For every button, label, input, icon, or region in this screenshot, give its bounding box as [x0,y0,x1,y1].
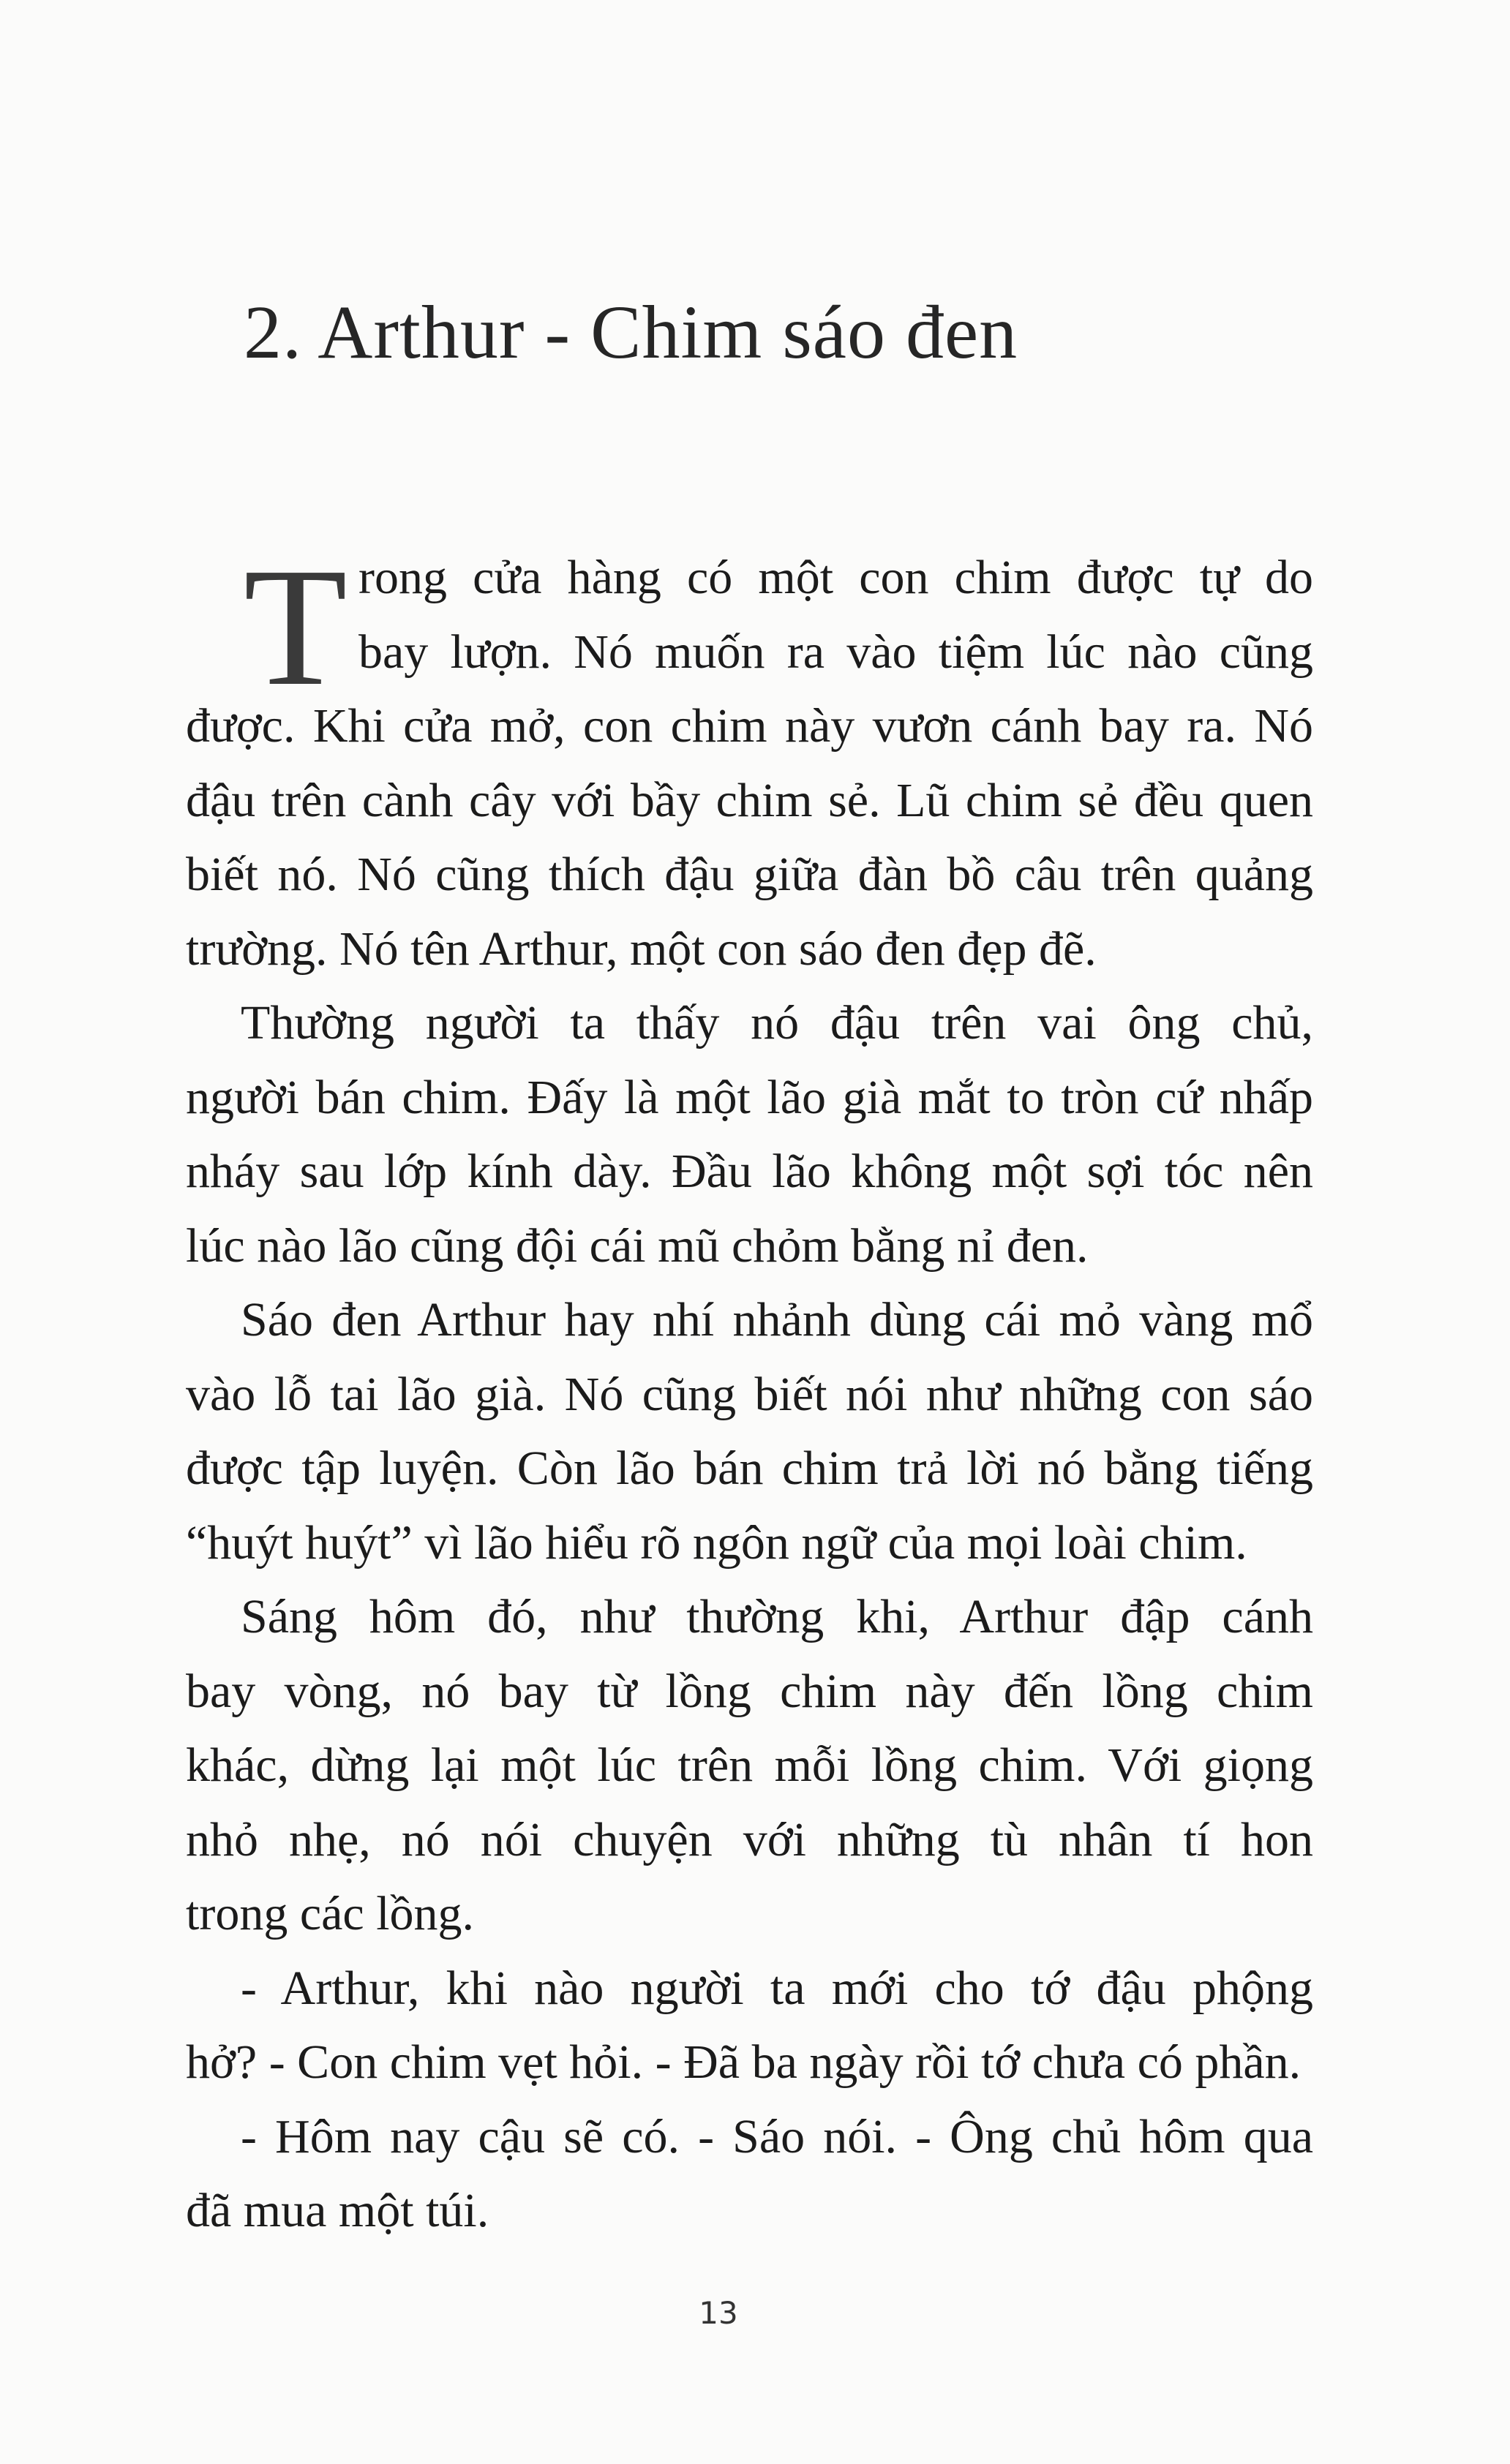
text-line: người bán chim. Đấy là một lão già mắt to tròn cứ nhấp [186,1070,1313,1124]
text-line: rong cửa hàng có một con chim được tự do [358,551,1313,604]
text-line: Thường người ta thấy nó đậu trên vai ông chủ, [241,996,1313,1050]
text-line: - Hôm nay cậu sẽ có. - Sáo nói. - Ông chủ hôm qua [241,2109,1313,2163]
paragraph [186,1951,1313,2100]
body-text [186,533,1313,2248]
text-line: lúc nào lão cũng đội cái mũ chỏm bằng nỉ đen. [186,1218,1089,1273]
text-line: được tập luyện. Còn lão bán chim trả lời nó bằng tiếng [186,1442,1313,1495]
page-number: 13 [699,2295,738,2331]
text-line: biết nó. Nó cũng thích đậu giữa đàn bồ câu trên quảng [186,848,1313,901]
text-line: hở? - Con chim vẹt hỏi. - Đã ba ngày rồi tớ chưa có phần. [186,2035,1301,2089]
text-line: Sáng hôm đó, như thường khi, Arthur đập cánh [241,1590,1313,1643]
paragraph [186,2100,1313,2248]
paragraph [186,533,1313,986]
text-line: bay lượn. Nó muốn ra vào tiệm lúc nào cũng [358,625,1313,679]
paragraph [186,1580,1313,1951]
paragraph [186,1283,1313,1580]
text-line: được. Khi cửa mở, con chim này vươn cánh bay ra. Nó [186,699,1313,753]
chapter-title: 2. Arthur - Chim sáo đen [244,290,1018,374]
text-line: nhỏ nhẹ, nó nói chuyện với những tù nhân tí hon [186,1812,1313,1866]
text-line: vào lỗ tai lão già. Nó cũng biết nói như những con sáo [186,1367,1313,1421]
text-line: khác, dừng lại một lúc trên mỗi lồng chim. Với giọng [186,1738,1313,1792]
text-line: Sáo đen Arthur hay nhí nhảnh dùng cái mỏ vàng mổ [241,1293,1313,1346]
paragraph [186,986,1313,1283]
text-line: - Arthur, khi nào người ta mới cho tớ đậu phộng [241,1961,1313,2015]
drop-cap: T [244,533,348,721]
text-line: trường. Nó tên Arthur, một con sáo đen đẹp đẽ. [186,922,1097,976]
text-line: “huýt huýt” vì lão hiểu rõ ngôn ngữ của mọi loài chim. [186,1515,1247,1570]
text-line: nháy sau lớp kính dày. Đầu lão không một sợi tóc nên [186,1145,1313,1198]
text-line: đã mua một túi. [186,2184,489,2237]
text-line: bay vòng, nó bay từ lồng chim này đến lồng chim [186,1664,1313,1718]
text-line: trong các lồng. [186,1887,475,1940]
text-line: đậu trên cành cây với bầy chim sẻ. Lũ chim sẻ đều quen [186,773,1313,827]
